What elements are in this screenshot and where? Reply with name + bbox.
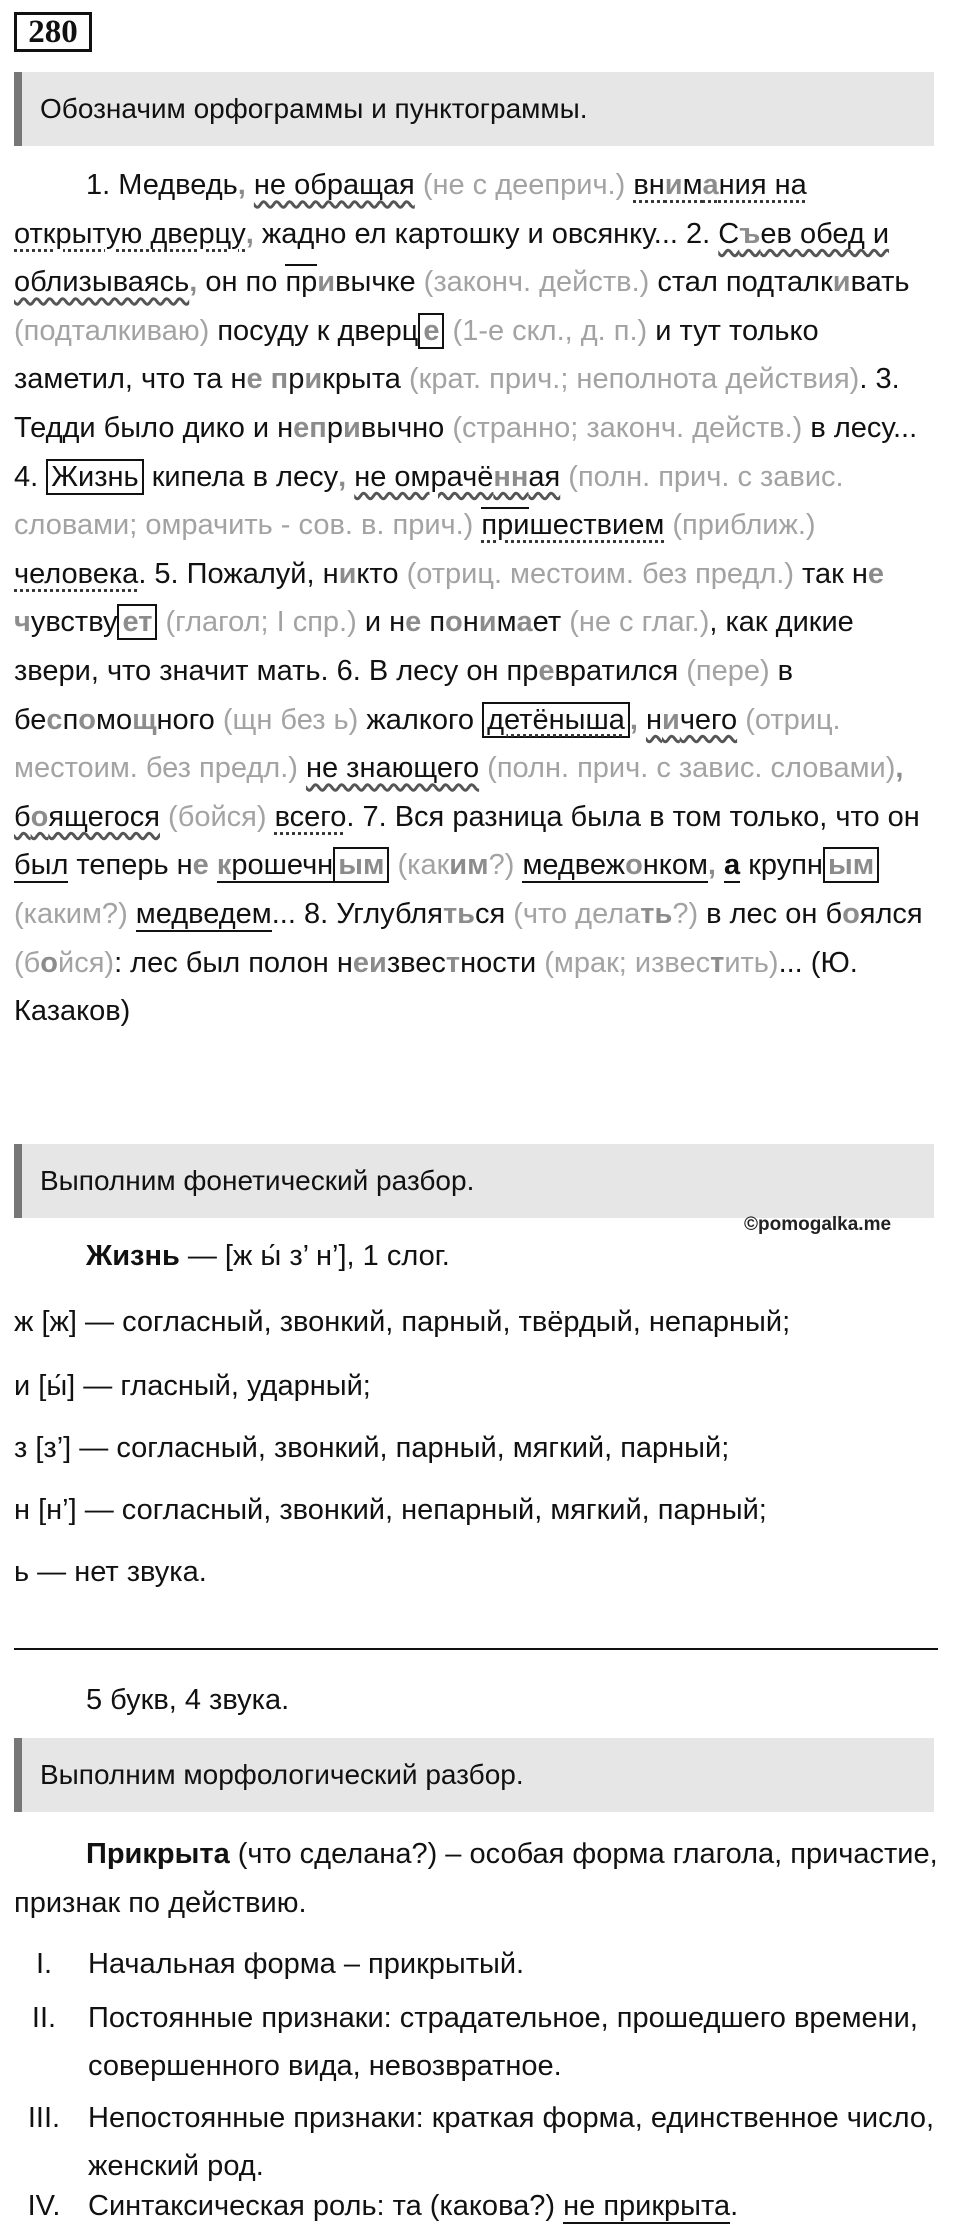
list-item-number: IV. <box>27 2190 61 2222</box>
list-item-text: Непостоянные признаки: краткая форма, единственное число, женский род. <box>88 2102 935 2182</box>
list-item <box>14 2182 954 2230</box>
phonetic-line: з [з’] — согласный, звонкий, парный, мягкий, парный; <box>14 1432 730 1464</box>
list-item <box>14 1940 954 1988</box>
morphology-intro <box>14 1830 942 1927</box>
morphology-intro-text: (что сделана?) – особая форма глагола, причастие, признак по действию. <box>14 1838 938 1919</box>
list-item-text: Постоянные признаки: страдательное, прошедшего времени, совершенного вида, невозвратное. <box>88 2002 918 2082</box>
section-heading-orthograms: Обозначим орфограммы и пунктограммы. <box>14 72 934 146</box>
section-heading-morphology: Выполним морфологический разбор. <box>14 1738 934 1812</box>
list-item <box>14 2094 954 2190</box>
phonetic-line: и [ы́] — гласный, ударный; <box>14 1370 371 1402</box>
list-item-number: III. <box>27 2102 61 2134</box>
phonetic-summary: 5 букв, 4 звука. <box>86 1684 290 1716</box>
phonetic-line: ь — нет звука. <box>14 1556 207 1588</box>
phonetic-word: Жизнь <box>86 1240 180 1272</box>
exercise-number: 280 <box>14 12 92 52</box>
exercise-text: 1. Медведь, не обращая (не с дееприч.) внимания на открытую дверцу, жадно ел картошку и овсянку... 2. Съев обед и облизываясь, он по привычке (законч. действ.) стал подталкивать (подталкиваю) посуду к дверц е (1-е скл., д. п.) и тут только заметил, что та не прикрыта (крат. прич.; неполнота действия). 3. Тедди было дико и непривычно (странно; законч. действ.) в лесу... 4. Жизнь кипела в лесу, не омрачённая (полн. прич. с завис. словами; омрачить - сов. в. прич.) пришествием (приближ.) человека. 5. Пожалуй, никто (отриц. местоим. без предл.) так не чувству ет (глагол; I спр.) и не понимает (не с глаг.), как дикие звери, что значит мать. 6. В лесу он превратился (пере) в беспомощного (щн без ь) жалкого детёныша , ничего (отриц. местоим. без предл.) не знающего (полн. прич. с завис. словами), боящегося (бойся) всего. 7. Вся разница была в том только, что он был теперь не крошечн ым (каким?) медвежонком, а крупн ым (каким?) медведем... 8. Углубляться (что делать?) в лес он боялся (бойся): лес был полон неизвестности (мрак; известить)... (Ю. Казаков) <box>14 169 923 1028</box>
phonetic-title <box>86 1240 450 1273</box>
section-heading-phonetic: Выполним фонетический разбор. <box>14 1144 934 1218</box>
phonetic-transcription: — [ж ы́ з’ н’], 1 слог. <box>179 1240 450 1272</box>
syntax-role-text: Синтаксическая роль: та (какова?) <box>88 2190 564 2222</box>
divider <box>14 1648 938 1650</box>
list-item-number: I. <box>35 1948 53 1980</box>
phonetic-line: ж [ж] — согласный, звонкий, парный, твёрдый, непарный; <box>14 1306 791 1338</box>
list-item-text: Начальная форма – прикрытый. <box>88 1948 525 1980</box>
list-item <box>14 1994 954 2090</box>
list-item-number: II. <box>31 2002 57 2034</box>
syntax-role-underlined: не прикрыта <box>563 2190 731 2222</box>
syntax-role-end: . <box>730 2190 739 2222</box>
morphology-word: Прикрыта <box>86 1838 230 1870</box>
watermark: ©pomogalka.me <box>744 1214 892 1235</box>
phonetic-line: н [н’] — согласный, звонкий, непарный, мягкий, парный; <box>14 1494 767 1526</box>
list-item-text <box>88 2182 954 2230</box>
